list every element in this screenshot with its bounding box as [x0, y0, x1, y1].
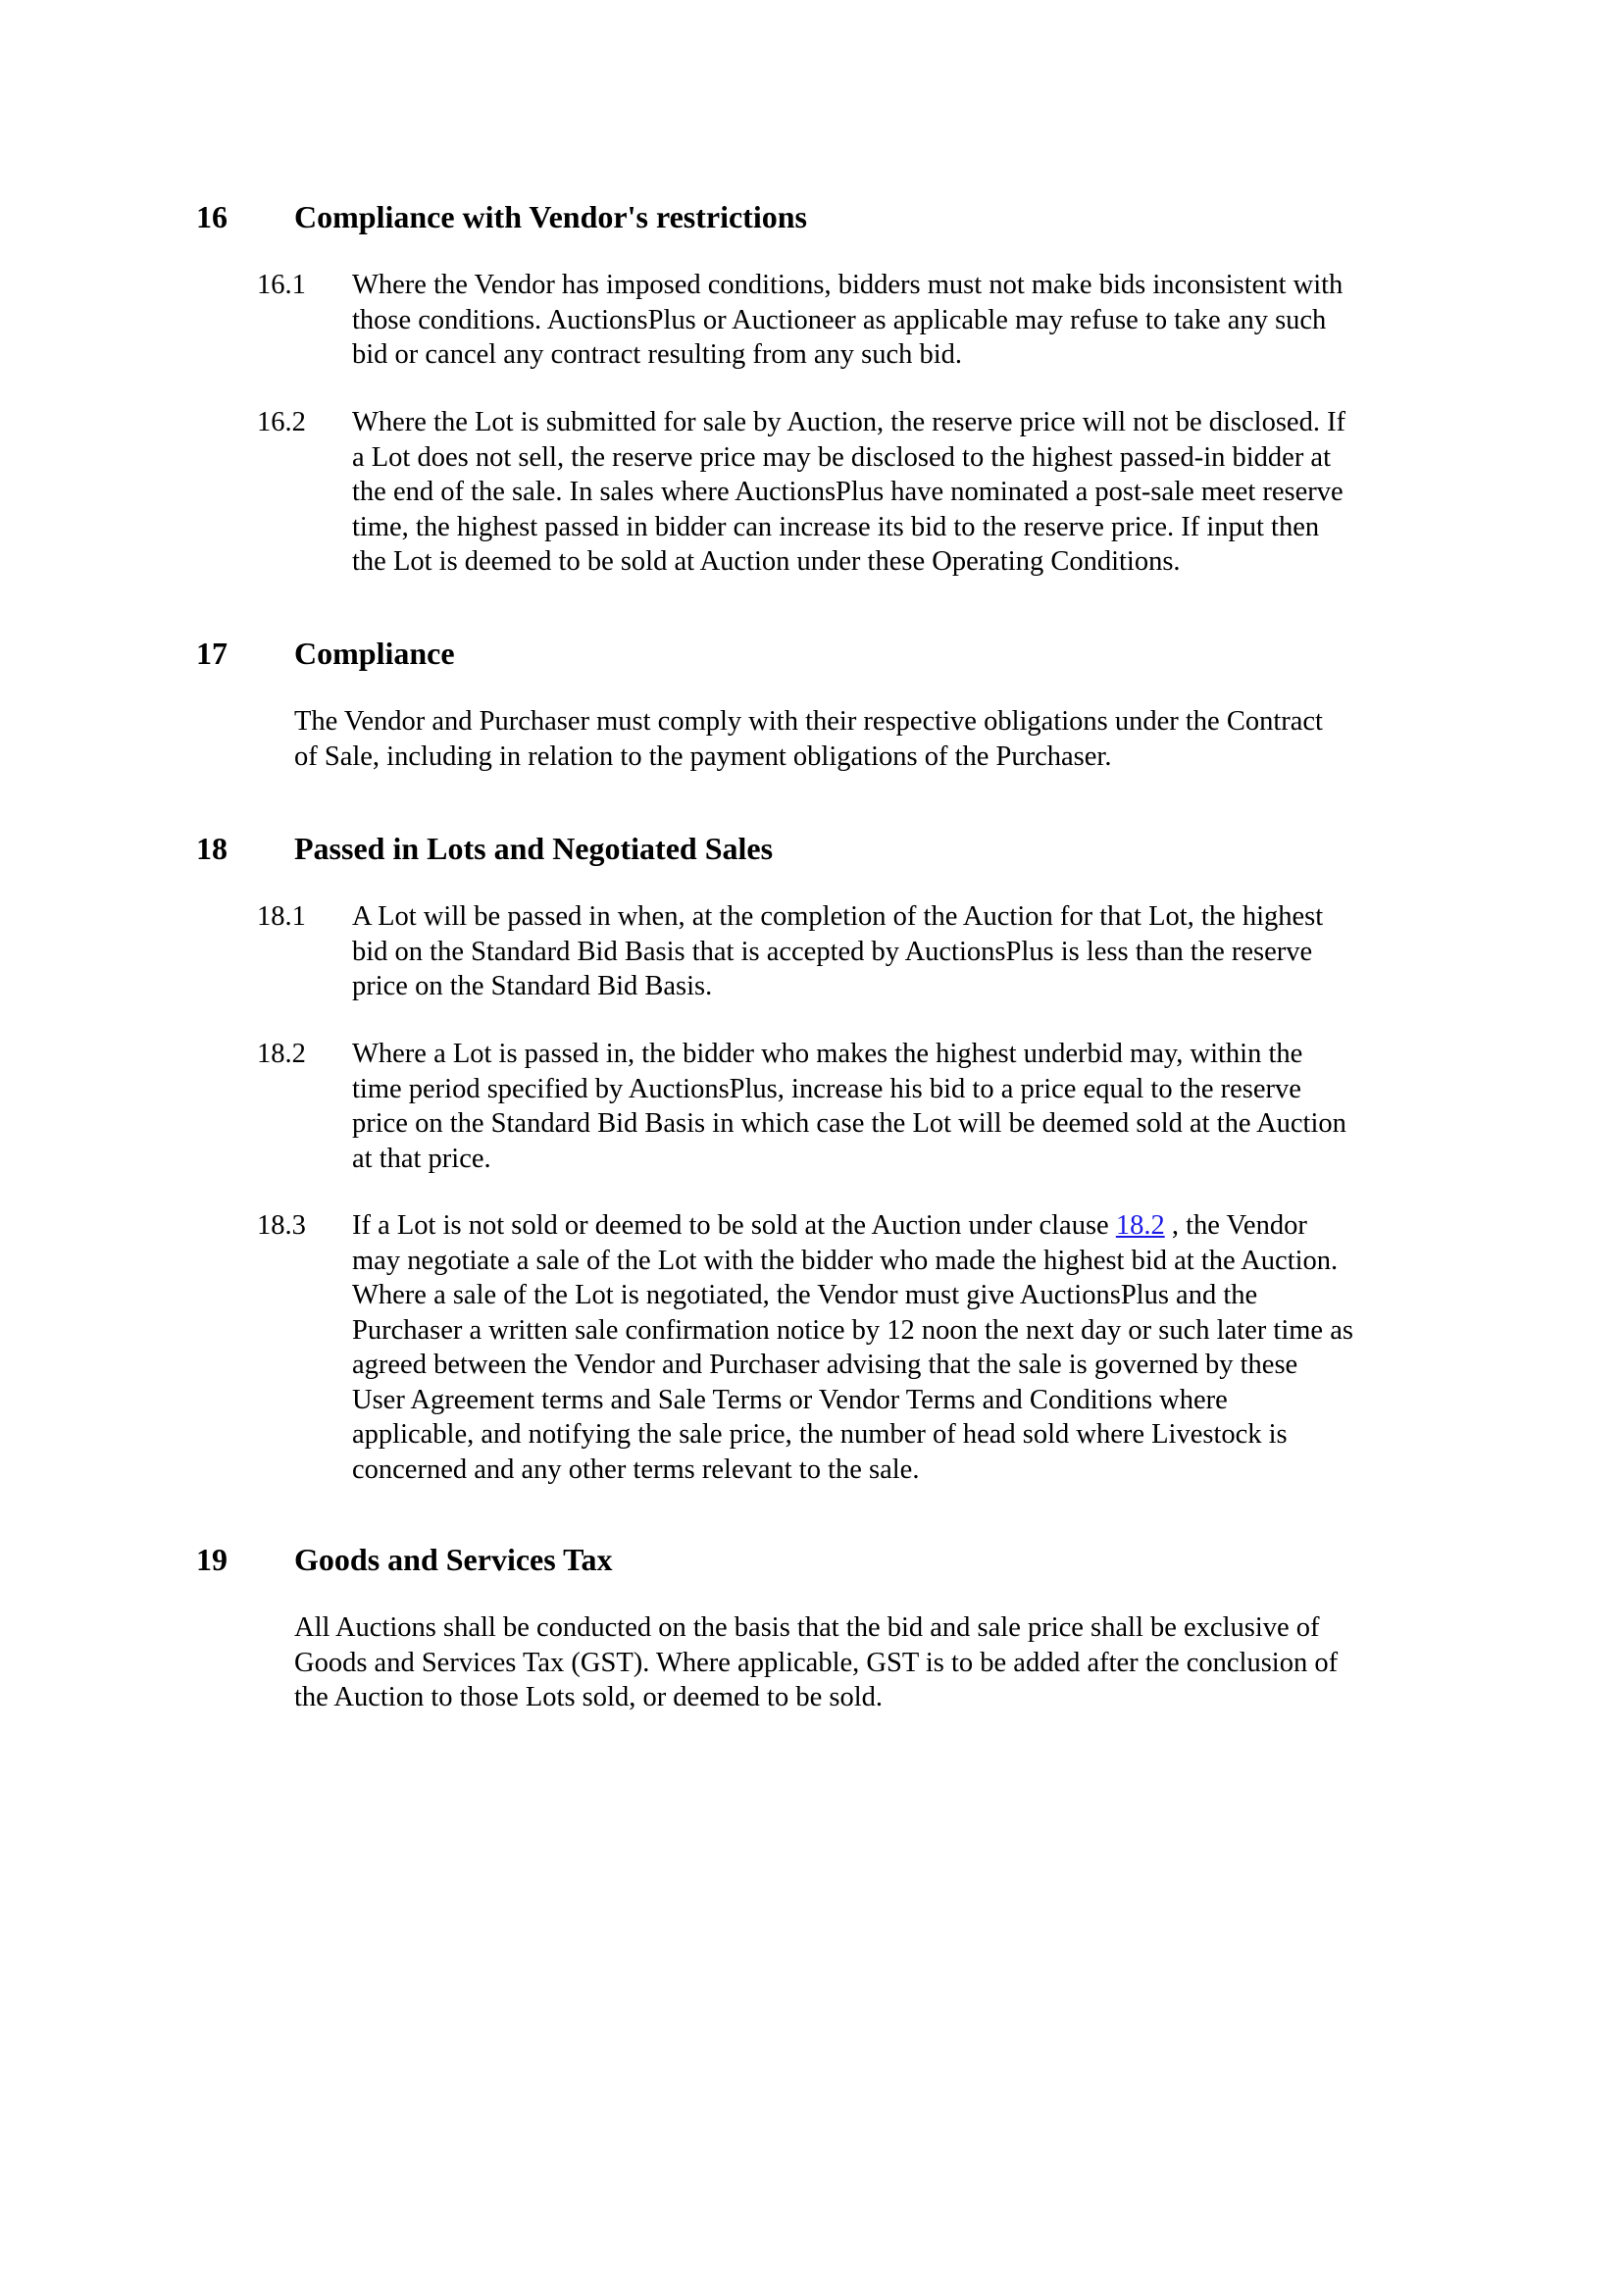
clause-text	[352, 268, 1470, 373]
text-line: A Lot will be passed in when, at the completion of the Auction for that Lot, the highest	[352, 901, 1324, 932]
text-fragment: , the Vendor	[1164, 1210, 1307, 1241]
text-line: Goods and Services Tax (GST). Where applicable, GST is to be added after the conclusion of	[294, 1647, 1339, 1678]
clause-text	[352, 1208, 1470, 1487]
text-line: the Lot is deemed to be sold at Auction under these Operating Conditions.	[352, 546, 1181, 577]
text-fragment: If a Lot is not sold or deemed to be sold at the Auction under clause	[352, 1210, 1116, 1241]
text-line: concerned and any other terms relevant to the sale.	[352, 1454, 920, 1485]
clause-number: 16.1	[257, 270, 306, 300]
section-title: Passed in Lots and Negotiated Sales	[294, 831, 774, 866]
text-line: Where a sale of the Lot is negotiated, the Vendor must give AuctionsPlus and the	[352, 1280, 1258, 1310]
text-line	[352, 1208, 1470, 1244]
clause-text	[352, 1037, 1470, 1176]
clause-number: 18.1	[257, 901, 306, 932]
text-line: the end of the sale. In sales where AuctionsPlus have nominated a post-sale meet reserve	[352, 477, 1344, 507]
text-line: price on the Standard Bid Basis in which case the Lot will be deemed sold at the Auction	[352, 1108, 1346, 1139]
clause-text	[352, 405, 1470, 580]
text-line: price on the Standard Bid Basis.	[352, 971, 713, 1001]
text-line: those conditions. AuctionsPlus or Auctioneer as applicable may refuse to take any such	[352, 304, 1327, 335]
text-line: Where the Vendor has imposed conditions, bidders must not make bids inconsistent with	[352, 270, 1344, 300]
text-line: applicable, and notifying the sale price, the number of head sold where Livestock is	[352, 1419, 1288, 1450]
text-line: bid on the Standard Bid Basis that is accepted by AuctionsPlus is less than the reserve	[352, 936, 1313, 967]
text-line: The Vendor and Purchaser must comply with their respective obligations under the Contract	[294, 706, 1323, 737]
section-19-paragraph	[294, 1610, 1471, 1715]
text-line: agreed between the Vendor and Purchaser advising that the sale is governed by these	[352, 1350, 1298, 1380]
clause-text	[352, 899, 1470, 1004]
clause-number: 16.2	[257, 407, 306, 437]
section-title: Goods and Services Tax	[294, 1542, 613, 1577]
text-line: may negotiate a sale of the Lot with the bidder who made the highest bid at the Auction.	[352, 1245, 1339, 1276]
text-line: of Sale, including in relation to the payment obligations of the Purchaser.	[294, 740, 1112, 772]
text-line: All Auctions shall be conducted on the basis that the bid and sale price shall be exclusive of	[294, 1612, 1320, 1643]
section-title: Compliance with Vendor's restrictions	[294, 199, 807, 234]
section-number: 18	[196, 831, 228, 866]
text-line: time period specified by AuctionsPlus, increase his bid to a price equal to the reserve	[352, 1073, 1301, 1104]
text-line: time, the highest passed in bidder can increase its bid to the reserve price. If input then	[352, 511, 1320, 542]
section-number: 16	[196, 199, 228, 234]
text-line: a Lot does not sell, the reserve price may be disclosed to the highest passed-in bidder at	[352, 441, 1332, 473]
section-17-paragraph	[294, 704, 1471, 774]
clause-number: 18.3	[257, 1210, 306, 1241]
section-number: 17	[196, 636, 228, 671]
text-line: at that price.	[352, 1143, 491, 1174]
text-line: Where a Lot is passed in, the bidder who makes the highest underbid may, within the	[352, 1039, 1303, 1069]
section-number: 19	[196, 1542, 228, 1577]
clause-18-2-link[interactable]: 18.2	[1115, 1210, 1165, 1241]
section-title: Compliance	[294, 636, 455, 671]
text-line: Where the Lot is submitted for sale by Auction, the reserve price will not be disclosed. If	[352, 407, 1346, 437]
text-line: bid or cancel any contract resulting from any such bid.	[352, 339, 963, 370]
text-line: Purchaser a written sale confirmation notice by 12 noon the next day or such later time as	[352, 1314, 1353, 1346]
clause-number: 18.2	[257, 1039, 306, 1069]
text-line: User Agreement terms and Sale Terms or Vendor Terms and Conditions where	[352, 1384, 1228, 1415]
text-line: the Auction to those Lots sold, or deemed to be sold.	[294, 1682, 884, 1712]
